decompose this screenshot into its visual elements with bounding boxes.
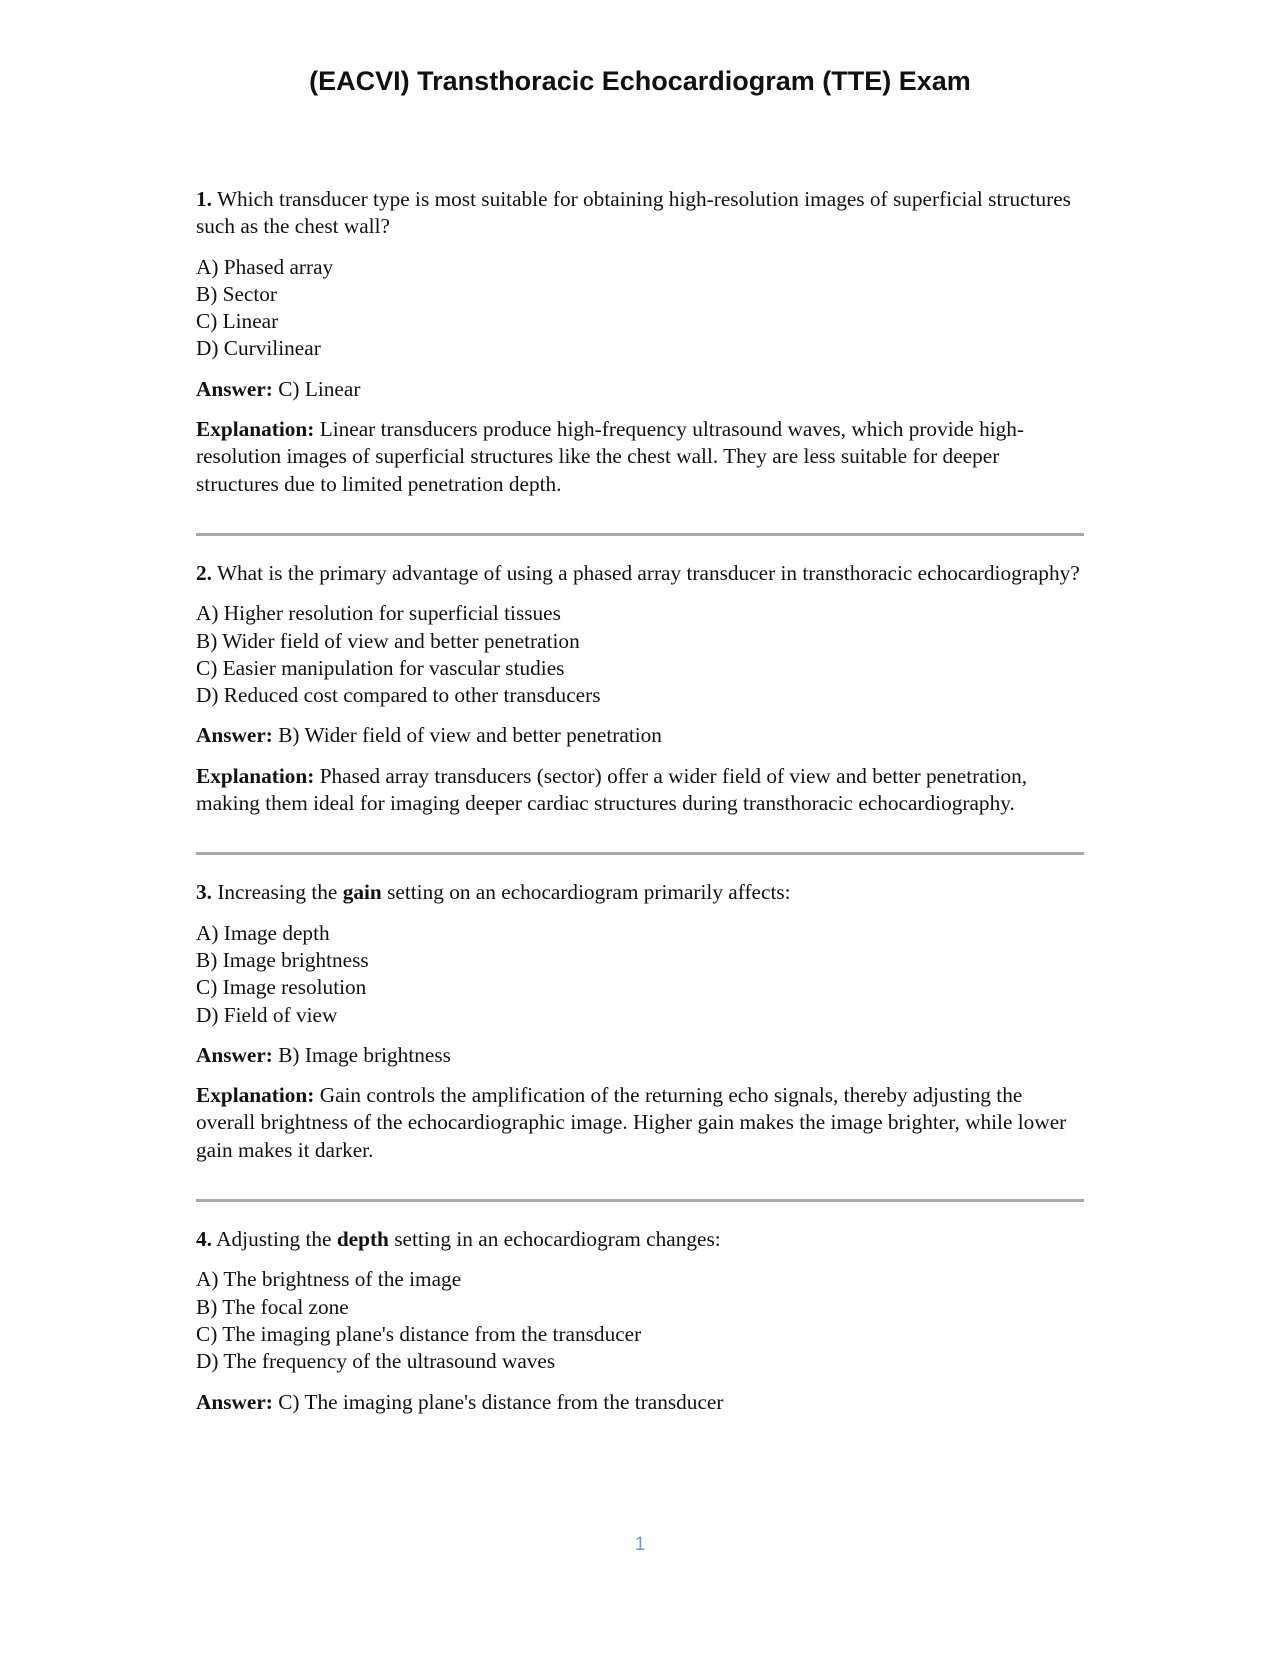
option: C) Image resolution <box>196 975 367 1000</box>
explanation <box>196 763 1084 818</box>
explanation <box>196 1082 1084 1164</box>
question-number: 3. <box>196 880 212 905</box>
question-block <box>196 1226 1084 1416</box>
answer-value: C) Linear <box>278 376 361 401</box>
question-keyword: depth <box>336 1227 389 1252</box>
page-title: (EACVI) Transthoracic Echocardiogram (TTE) Exam <box>309 66 971 96</box>
answer-label: Answer: <box>196 1389 273 1414</box>
question-block <box>196 186 1084 498</box>
question-number: 4. <box>196 1227 212 1252</box>
question-block <box>196 879 1084 1164</box>
explanation-text: Gain controls the amplification of the returning echo signals, thereby adjusting the overall brightness of the echocardiographic image. Higher gain makes the image brighter, while lower gain makes it darker. <box>196 1083 1067 1162</box>
option: D) Reduced cost compared to other transducers <box>196 683 601 708</box>
question-block <box>196 560 1084 817</box>
answer-value: C) The imaging plane's distance from the transducer <box>278 1389 724 1414</box>
option: D) Field of view <box>196 1002 338 1027</box>
question-text <box>196 1226 1084 1253</box>
option: D) Curvilinear <box>196 336 321 361</box>
answer-line <box>196 376 1084 403</box>
question-text <box>196 879 1084 906</box>
answer-value: B) Image brightness <box>278 1042 451 1067</box>
explanation-text: Phased array transducers (sector) offer a wider field of view and better penetration, making them ideal for imaging deeper cardiac structures during transthoracic echocardiography. <box>196 763 1028 816</box>
option: A) Image depth <box>196 920 330 945</box>
option: B) Wider field of view and better penetration <box>196 628 580 653</box>
explanation-label: Explanation: <box>196 417 315 442</box>
option: C) Linear <box>196 309 279 334</box>
explanation-label: Explanation: <box>196 1083 315 1108</box>
explanation-text: Linear transducers produce high-frequency ultrasound waves, which provide high-resolution images of superficial structures like the chest wall. They are less suitable for deeper structures due to limited penetration depth. <box>196 417 1025 496</box>
section-divider <box>196 852 1084 855</box>
explanation <box>196 416 1084 498</box>
options-list <box>196 920 1084 1029</box>
option: D) The frequency of the ultrasound waves <box>196 1349 556 1374</box>
answer-line <box>196 722 1084 749</box>
answer-label: Answer: <box>196 723 273 748</box>
question-body: Increasing the <box>217 880 338 905</box>
question-number: 2. <box>196 560 212 585</box>
section-divider <box>196 1199 1084 1202</box>
option: B) Image brightness <box>196 947 369 972</box>
answer-value: B) Wider field of view and better penetration <box>278 723 662 748</box>
options-list <box>196 600 1084 709</box>
question-body-end: setting in an echocardiogram changes: <box>394 1227 721 1252</box>
option: C) The imaging plane's distance from the transducer <box>196 1321 642 1346</box>
option: C) Easier manipulation for vascular studies <box>196 655 565 680</box>
option: A) Phased array <box>196 254 334 279</box>
page-number: 1 <box>634 1534 646 1555</box>
option: B) The focal zone <box>196 1294 349 1319</box>
answer-label: Answer: <box>196 1042 273 1067</box>
question-body-end: setting on an echocardiogram primarily affects: <box>387 880 791 905</box>
question-body: What is the primary advantage of using a phased array transducer in transthoracic echocardiography? <box>216 560 1080 585</box>
answer-label: Answer: <box>196 376 273 401</box>
option: A) The brightness of the image <box>196 1267 462 1292</box>
question-text <box>196 186 1084 241</box>
option: A) Higher resolution for superficial tissues <box>196 601 561 626</box>
question-body: Which transducer type is most suitable for obtaining high-resolution images of superficial structures such as the chest wall? <box>196 187 1071 239</box>
option: B) Sector <box>196 281 278 306</box>
question-keyword: gain <box>342 880 382 905</box>
question-text <box>196 560 1084 587</box>
options-list <box>196 254 1084 363</box>
answer-line <box>196 1389 1084 1416</box>
question-number: 1. <box>196 187 212 211</box>
answer-line <box>196 1042 1084 1069</box>
options-list <box>196 1266 1084 1375</box>
explanation-label: Explanation: <box>196 763 315 788</box>
exam-content <box>196 186 1084 1429</box>
question-body: Adjusting the <box>216 1227 332 1252</box>
section-divider <box>196 533 1084 536</box>
